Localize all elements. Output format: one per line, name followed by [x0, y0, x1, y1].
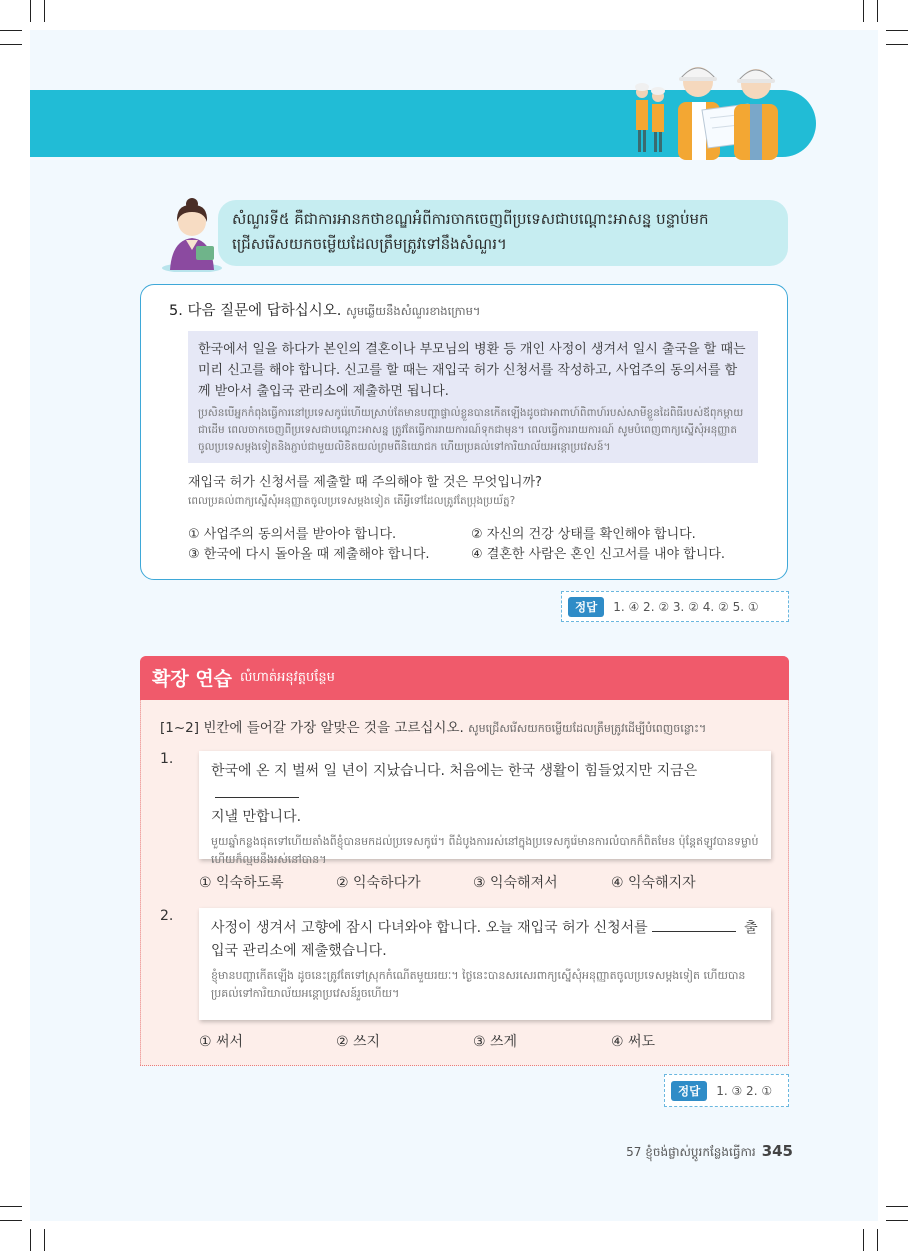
- chapter-title: 57 ខ្ញុំចង់ផ្លាស់ប្ដូរកន្លែងធ្វើការ: [626, 1145, 756, 1159]
- instruction-bubble: [218, 200, 788, 266]
- extension-subtitle: លំហាត់អនុវត្តបន្ថែម: [240, 670, 335, 685]
- passage-ko: 한국에서 일을 하다가 본인의 결혼이나 부모님의 병환 등 개인 사정이 생겨서 일시 출국을 할 때는 미리 신고를 해야 합니다. 신고를 할 때는 재입국 허가 신청서를 작성하고, 사업주의 동의서를 함께 받아서 출입국 관리소에 제출하면 됩니다.: [198, 342, 746, 399]
- item-2-option-4[interactable]: ④ 써도: [611, 1034, 656, 1050]
- item-number: 1.: [160, 751, 174, 767]
- question-prompt-km: ពេលប្រគល់ពាក្យស្នើសុំអនុញ្ញាតចូលប្រទេសម្ដងទៀត តើអ្វីទៅដែលត្រូវតែប្រុងប្រយ័ត្ន?: [188, 495, 516, 507]
- item-1-option-4[interactable]: ④ 익숙해지자: [611, 875, 696, 891]
- item-2-translation: ខ្ញុំមានបញ្ហាកើតឡើង ដូចនេះត្រូវតែទៅស្រុកកំណើតមួយរយៈ។ ថ្ងៃនេះបានសរសេរពាក្យស្នើសុំអនុញ្ញាតចូលប្រទេសម្ដងទៀត ហើយបានប្រគល់ទៅការិយាល័យអន្តោប្រវេសន៍រួចហើយ។: [211, 969, 746, 1000]
- item-number: 2.: [160, 908, 174, 924]
- question-title: [169, 299, 481, 321]
- item-2-sentence-start: 사정이 생겨서 고향에 잠시 다녀와야 합니다. 오늘 재입국 허가 신청서를: [211, 920, 648, 936]
- question-prompt-ko: 재입국 허가 신청서를 제출할 때 주의해야 할 것은 무엇입니까?: [188, 475, 542, 490]
- option-4[interactable]: ④ 결혼한 사람은 혼인 신고서를 내야 합니다.: [471, 547, 726, 562]
- answer-tag: 정답: [568, 597, 604, 617]
- instruction-text: សំណួរទី៥ គឺជាការអានកថាខណ្ឌអំពីការចាកចេញពីប្រទេសជាបណ្ដោះអាសន្ន បន្ទាប់មកជ្រើសរើសយកចម្លើយដែលត្រឹមត្រូវទៅនឹងសំណួរ។: [232, 210, 709, 253]
- item-1-card: [199, 751, 771, 866]
- answer-tag: 정답: [671, 1081, 707, 1101]
- question-prompt: [188, 473, 768, 509]
- answer-key-1: [561, 591, 789, 622]
- answer-text: 1. ④ 2. ② 3. ② 4. ② 5. ①: [613, 599, 759, 614]
- option-3[interactable]: ③ 한국에 다시 돌아올 때 제출해야 합니다.: [188, 547, 430, 562]
- extension-instruction: [160, 716, 706, 738]
- blank-line: [215, 785, 299, 798]
- item-1-sentence: [211, 760, 759, 829]
- item-1-option-1[interactable]: ① 익숙하도록: [199, 875, 284, 891]
- item-1-option-2[interactable]: ② 익숙하다가: [336, 875, 421, 891]
- item-2-sentence: [211, 917, 759, 963]
- instruction-ko: [1~2] 빈칸에 들어갈 가장 알맞은 것을 고르십시오.: [160, 720, 464, 736]
- item-1-translation: មួយឆ្នាំកន្លងផុតទៅហើយតាំងពីខ្ញុំបានមកដល់ប្រទេសកូរ៉េ។ ពីដំបូងការរស់នៅក្នុងប្រទេសកូរ៉េមានការលំបាកក៏ពិតមែន ប៉ុន្តែឥឡូវបានទម្លាប់ហើយក៏ល្មមនឹងរស់នៅបាន។: [211, 835, 759, 866]
- item-2-option-2[interactable]: ② 쓰지: [336, 1034, 381, 1050]
- option-1[interactable]: ① 사업주의 동의서를 받아야 합니다.: [188, 527, 397, 542]
- extension-header: [140, 656, 789, 700]
- reading-passage: [188, 331, 758, 463]
- item-1-option-3[interactable]: ③ 익숙해져서: [473, 875, 558, 891]
- page-number: 345: [761, 1142, 793, 1160]
- item-1-sentence-end: 지낼 만합니다.: [211, 809, 302, 825]
- item-2-option-3[interactable]: ③ 쓰게: [473, 1034, 518, 1050]
- extension-title: 확장 연습: [152, 668, 233, 690]
- question-5-box: [140, 284, 788, 580]
- answer-text: 1. ③ 2. ①: [716, 1083, 773, 1098]
- item-2-sentence-end: 출입국 관리소에 제출했습니다.: [211, 920, 758, 959]
- question-title-ko: 5. 다음 질문에 답하십시오.: [169, 303, 342, 319]
- passage-km: ប្រសិនបើអ្នកកំពុងធ្វើការនៅប្រទេសកូរ៉េហើយស្រាប់តែមានបញ្ហាផ្ទាល់ខ្លួនបានកើតឡើងដូចជាអាពាហ៍ពិពាហ៍របស់សាមីខ្លួនដៃពិធីរបស់ឪពុកម្ដាយជាដើម ពេលចាកចេញពីប្រទេសជាបណ្ដោះអាសន្ន ត្រូវតែធ្វើការរាយការណ៍ទុកជាមុន។ ពេលធ្វើការរាយការណ៍ សូមបំពេញពាក្យស្នើសុំអនុញ្ញាតចូលប្រទេសម្ដងទៀតនិងភ្ជាប់ជាមួយលិខិតយល់ព្រមពីនិយោជក ហើយប្រគល់ទៅការិយាល័យអន្តោប្រវេសន៍។: [198, 407, 744, 453]
- option-2[interactable]: ② 자신의 건강 상태를 확인해야 합니다.: [471, 527, 696, 542]
- page-footer: [626, 1142, 793, 1162]
- instruction-km: សូមជ្រើសរើសយកចម្លើយដែលត្រឹមត្រូវដើម្បីបំពេញចន្លោះ។: [468, 722, 707, 735]
- item-2-card: [199, 908, 771, 1020]
- item-1-sentence-start: 한국에 온 지 벌써 일 년이 지났습니다. 처음에는 한국 생활이 힘들었지만 지금은: [211, 763, 698, 779]
- construction-workers-illustration: [630, 52, 790, 164]
- answer-key-2: [664, 1074, 789, 1107]
- item-2-option-1[interactable]: ① 써서: [199, 1034, 244, 1050]
- blank-line: [652, 919, 736, 932]
- question-title-km: សូមឆ្លើយនឹងសំណួរខាងក្រោម។: [345, 304, 481, 318]
